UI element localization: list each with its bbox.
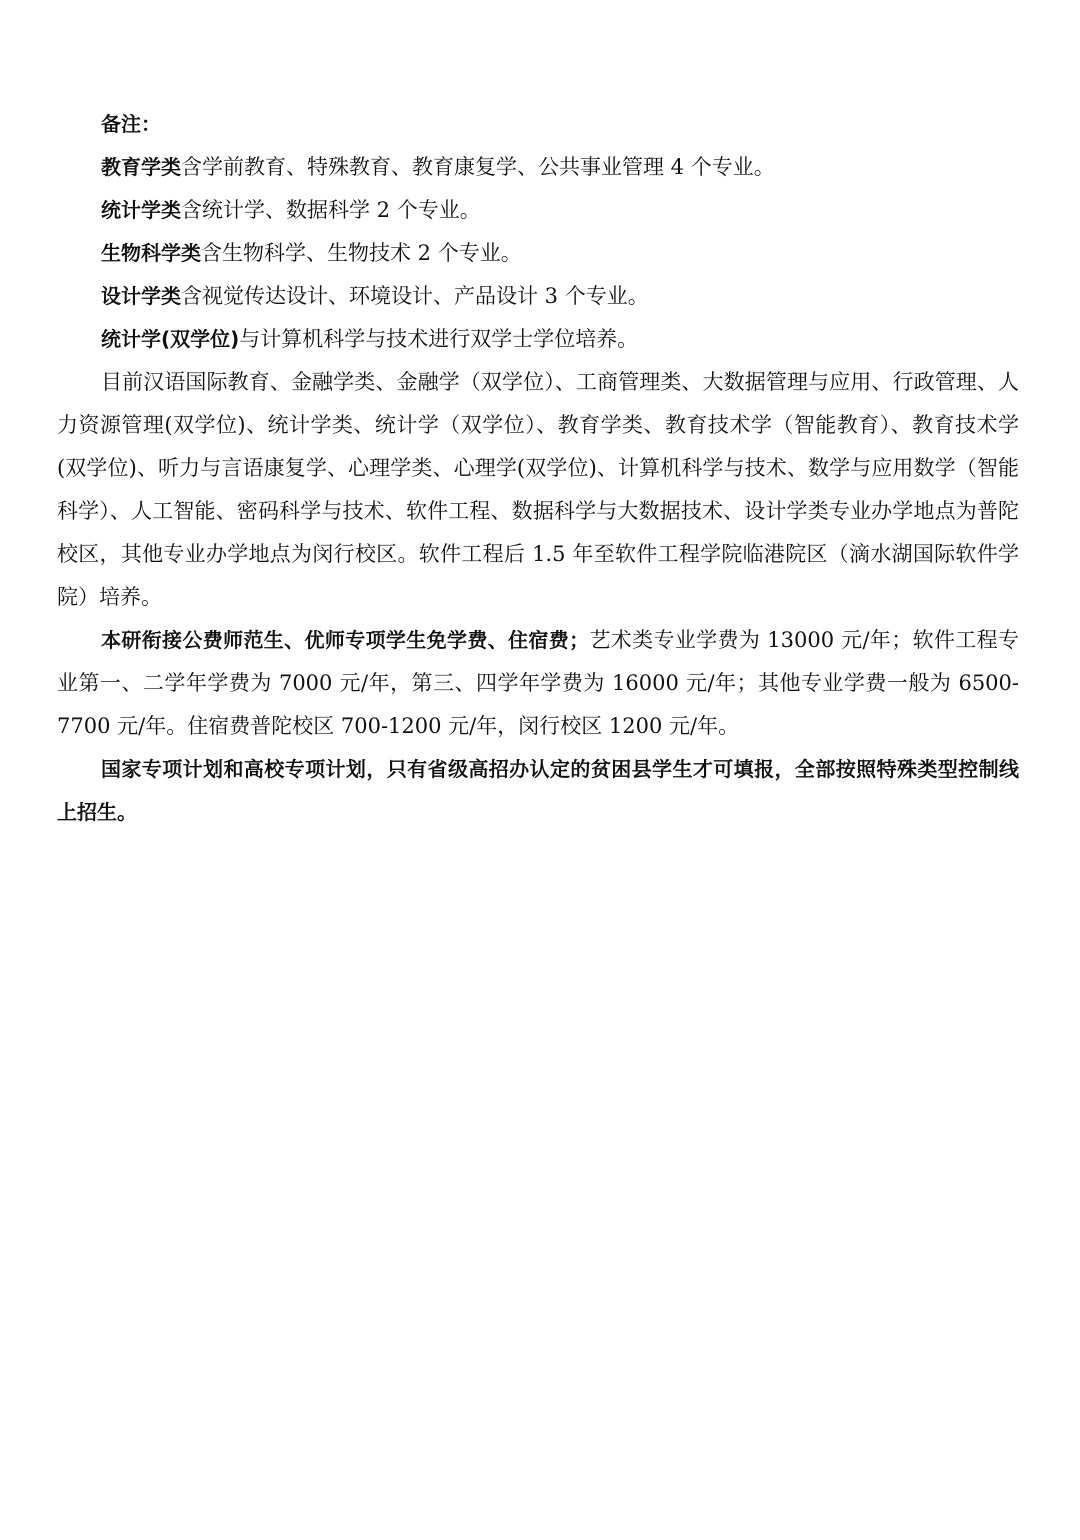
note-term-biology: 生物科学类 [101, 241, 201, 265]
note-term-tuition: 本研衔接公费师范生、优师专项学生免学费、住宿费； [101, 628, 590, 652]
note-paragraph-statistics [57, 189, 1019, 232]
note-term-design: 设计学类 [101, 284, 181, 308]
note-paragraph-tuition [57, 619, 1019, 748]
note-text-tuition: 艺术类专业学费为 13000 元/年；软件工程专业第一、二学年学费为 7000 元/年，第三、四学年学费为 16000 元/年；其他专业学费一般为 6500-7700 元/年。住宿费普陀校区 700-1200 元/年，闵行校区 1200 元/年。 [57, 628, 1020, 738]
note-paragraph-campus: 目前汉语国际教育、金融学类、金融学（双学位）、工商管理类、大数据管理与应用、行政管理、人力资源管理(双学位)、统计学类、统计学（双学位）、教育学类、教育技术学（智能教育）、教育技术学(双学位)、听力与言语康复学、心理学类、心理学(双学位)、计算机科学与技术、数学与应用数学（智能科学）、人工智能、密码科学与技术、软件工程、数据科学与大数据技术、设计学类专业办学地点为普陀校区，其他专业办学地点为闵行校区。软件工程后 1.5 年至软件工程学院临港院区（滴水湖国际软件学院）培养。 [57, 370, 1019, 609]
note-paragraph-double-degree [57, 318, 1019, 361]
note-term-education: 教育学类 [101, 155, 181, 179]
note-text-education: 含学前教育、特殊教育、教育康复学、公共事业管理 4 个专业。 [181, 155, 775, 179]
note-text-design: 含视觉传达设计、环境设计、产品设计 3 个专业。 [181, 284, 649, 308]
note-paragraph-special-plan: 国家专项计划和高校专项计划，只有省级高招办认定的贫困县学生才可填报，全部按照特殊类型控制线上招生。 [57, 757, 1019, 824]
note-text-statistics: 含统计学、数据科学 2 个专业。 [181, 198, 481, 222]
note-paragraph-education [57, 146, 1019, 189]
note-term-double-degree: 统计学(双学位) [101, 327, 240, 351]
note-text-biology: 含生物科学、生物技术 2 个专业。 [201, 241, 522, 265]
note-paragraph-design [57, 275, 1019, 318]
note-term-statistics: 统计学类 [101, 198, 181, 222]
notes-title: 备注： [101, 112, 161, 136]
note-paragraph-biology [57, 232, 1019, 275]
notes-section [57, 103, 1019, 834]
note-text-double-degree: 与计算机科学与技术进行双学士学位培养。 [239, 327, 639, 351]
